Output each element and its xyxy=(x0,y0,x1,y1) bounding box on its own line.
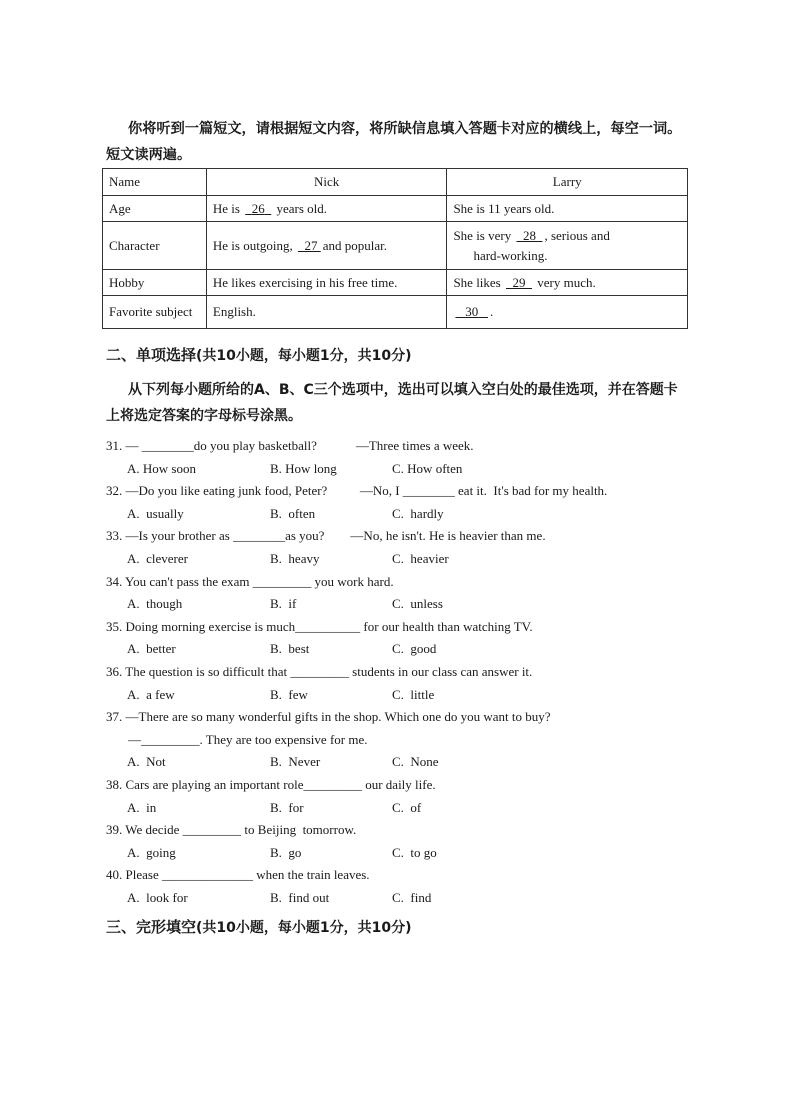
question-stem: 32. —Do you like eating junk food, Peter? —No, I ________ eat it. It's bad for my health. xyxy=(106,483,608,499)
listening-instruction: 你将听到一篇短文，请根据短文内容，将所缺信息填入答题卡对应的横线上，每空一词。短文读两遍。 xyxy=(106,121,682,163)
section-3-title: 三、完形填空 xyxy=(106,918,197,936)
option-c: C. How often xyxy=(392,460,463,476)
question-item xyxy=(106,864,706,909)
option-row xyxy=(106,593,706,616)
option-a: A. going xyxy=(127,844,176,860)
option-c: C. to go xyxy=(392,844,437,860)
option-c: C. of xyxy=(392,799,422,815)
question-reply-line: —_________. They are too expensive for me. xyxy=(128,731,368,747)
nick-age: He is 26 years old. xyxy=(206,196,447,222)
option-a: A. look for xyxy=(127,889,188,905)
larry-hobby: She likes 29 very much. xyxy=(447,270,688,296)
option-b: B. often xyxy=(270,505,316,521)
option-row xyxy=(106,548,706,571)
question-list xyxy=(106,435,706,909)
option-b: B. heavy xyxy=(270,550,320,566)
blank-30: 30 xyxy=(465,304,479,319)
question-stem: 37. —There are so many wonderful gifts in the shop. Which one do you want to buy? xyxy=(106,709,551,725)
row-label: Age xyxy=(103,196,207,222)
question-item xyxy=(106,819,706,864)
question-item xyxy=(106,661,706,706)
option-c: C. good xyxy=(392,641,437,657)
question-item xyxy=(106,435,706,480)
option-b: B. How long xyxy=(270,460,337,476)
option-b: B. few xyxy=(270,686,308,702)
option-row xyxy=(106,458,706,481)
blank-28: 28 xyxy=(522,227,536,243)
question-stem: 33. —Is your brother as ________as you? —No, he isn't. He is heavier than me. xyxy=(106,528,546,544)
option-c: C. little xyxy=(392,686,435,702)
section-2-points: (共10小题，每小题1分，共10分) xyxy=(196,348,412,364)
question-stem: 38. Cars are playing an important role_________ our daily life. xyxy=(106,776,436,792)
question-stem: 36. The question is so difficult that _________ students in our class can answer it. xyxy=(106,663,533,679)
question-stem: 40. Please ______________ when the train leaves. xyxy=(106,867,370,883)
option-b: B. Never xyxy=(270,754,321,770)
nick-character: He is outgoing, 27 and popular. xyxy=(206,222,447,270)
option-row xyxy=(106,842,706,865)
larry-subject: 30 . xyxy=(447,296,688,329)
option-a: A. How soon xyxy=(127,460,196,476)
header-name: Name xyxy=(103,169,207,196)
option-row xyxy=(106,751,706,774)
blank-29: 29 xyxy=(512,274,526,290)
question-stem: 34. You can't pass the exam _________ you work hard. xyxy=(106,573,394,589)
option-a: A. a few xyxy=(127,686,175,702)
table-row-subject xyxy=(103,296,688,329)
question-item xyxy=(106,616,706,661)
header-larry: Larry xyxy=(447,169,688,196)
blank-27: 27 xyxy=(304,237,318,253)
blank-26: 26 xyxy=(251,200,265,216)
option-b: B. best xyxy=(270,641,310,657)
nick-hobby: He likes exercising in his free time. xyxy=(206,270,447,296)
question-item xyxy=(106,480,706,525)
option-row xyxy=(106,887,706,910)
option-c: C. heavier xyxy=(392,550,449,566)
question-stem: 35. Doing morning exercise is much__________ for our health than watching TV. xyxy=(106,618,533,634)
question-item xyxy=(106,525,706,570)
header-nick: Nick xyxy=(206,169,447,196)
section-3-heading xyxy=(106,916,412,937)
option-b: B. find out xyxy=(270,889,330,905)
option-a: A. though xyxy=(127,596,183,612)
option-c: C. hardly xyxy=(392,505,444,521)
section-3-points: (共10小题，每小题1分，共10分) xyxy=(196,920,412,936)
option-a: A. Not xyxy=(127,754,166,770)
option-a: A. better xyxy=(127,641,176,657)
option-c: C. None xyxy=(392,754,439,770)
row-label: Hobby xyxy=(103,270,207,296)
option-b: B. if xyxy=(270,596,297,612)
option-c: C. unless xyxy=(392,596,443,612)
table-row-age xyxy=(103,196,688,222)
question-stem: 39. We decide _________ to Beijing tomorrow. xyxy=(106,822,357,838)
option-c: C. find xyxy=(392,889,432,905)
option-a: A. usually xyxy=(127,505,184,521)
section-2-heading xyxy=(106,344,412,365)
option-a: A. in xyxy=(127,799,157,815)
question-item xyxy=(106,774,706,819)
section-2-title: 二、单项选择 xyxy=(106,346,197,364)
table-header-row xyxy=(103,169,688,196)
option-a: A. cleverer xyxy=(127,550,188,566)
section-2-instruction: 从下列每小题所给的A、B、C三个选项中，选出可以填入空白处的最佳选项，并在答题卡上将选定答案的字母标号涂黑。 xyxy=(106,382,678,424)
question-item xyxy=(106,706,706,774)
nick-subject: English. xyxy=(206,296,447,329)
row-label: Favorite subject xyxy=(103,296,207,329)
question-item xyxy=(106,571,706,616)
row-label: Character xyxy=(103,222,207,270)
table-row-character xyxy=(103,222,688,270)
listening-info-table xyxy=(102,168,688,329)
table-row-hobby xyxy=(103,270,688,296)
option-row xyxy=(106,684,706,707)
larry-age: She is 11 years old. xyxy=(447,196,688,222)
option-row xyxy=(106,797,706,820)
option-b: B. for xyxy=(270,799,304,815)
option-row xyxy=(106,638,706,661)
option-b: B. go xyxy=(270,844,302,860)
larry-character: She is very 28 , serious and hard-working. xyxy=(447,222,688,270)
option-row xyxy=(106,503,706,526)
question-stem: 31. — ________do you play basketball? —Three times a week. xyxy=(106,438,474,453)
